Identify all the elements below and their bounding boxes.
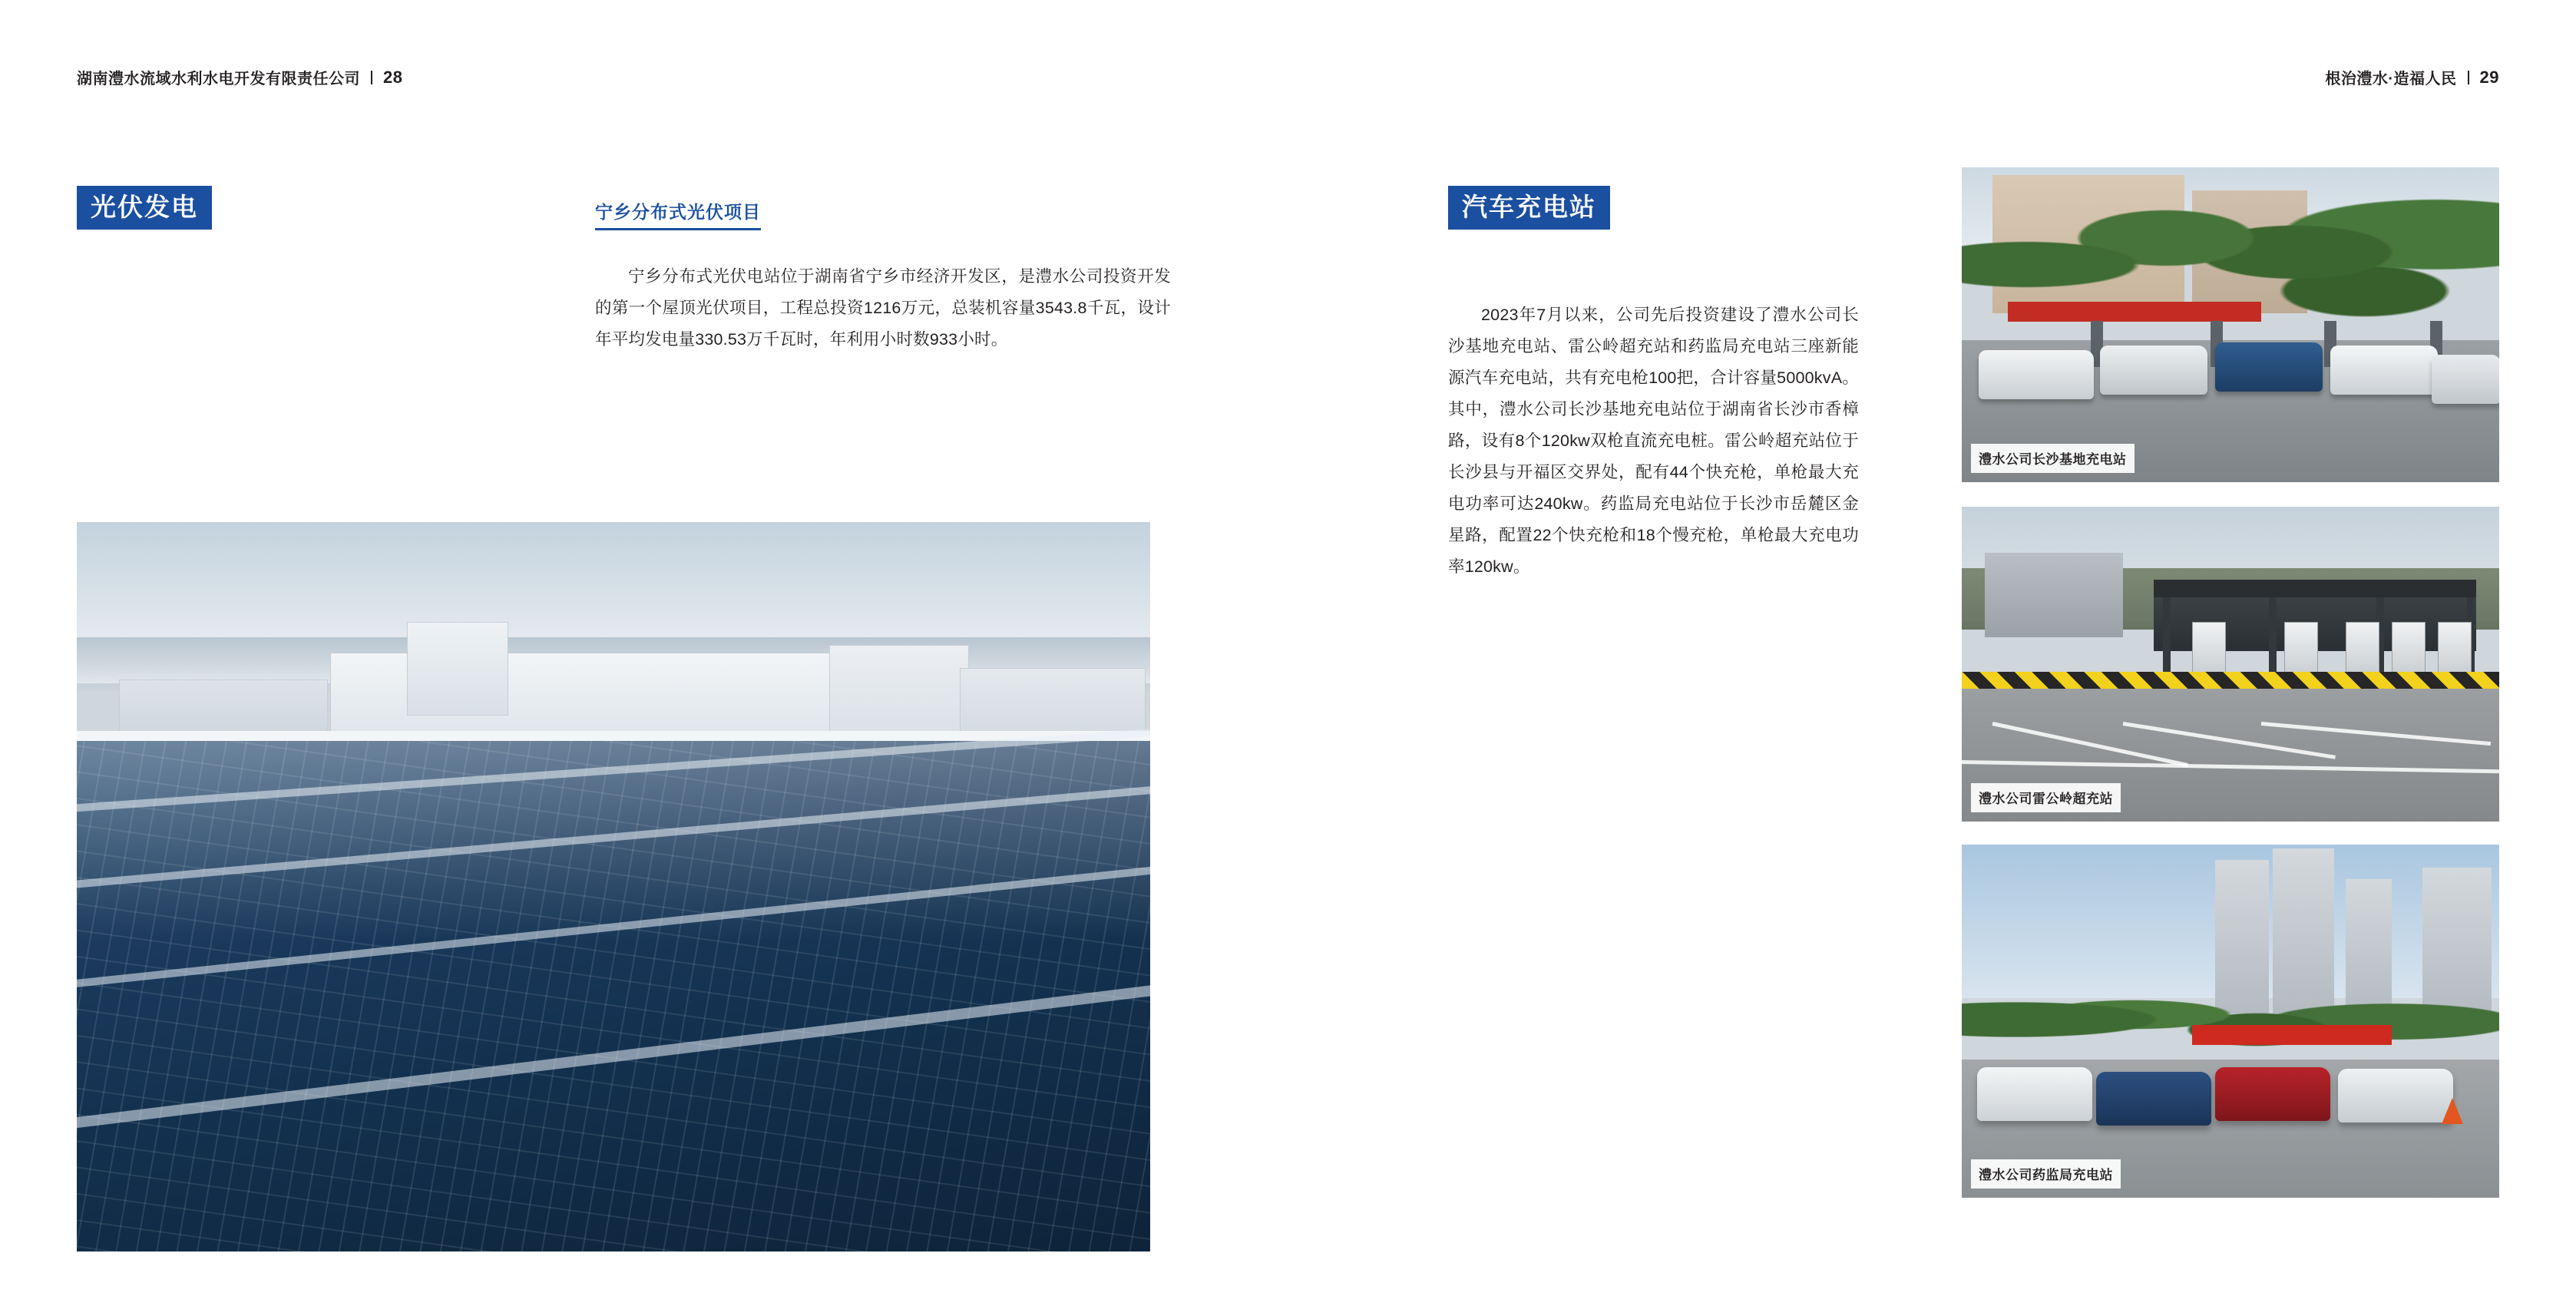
photo-leigongling-supercharging-station (1962, 507, 2499, 822)
running-head-divider (371, 71, 372, 84)
photo-building-tower (407, 622, 508, 716)
section-title-charging-station: 汽车充电站 (1448, 186, 1610, 230)
photo-caption: 澧水公司长沙基地充电站 (1971, 444, 2135, 473)
photo-traffic-cone (2442, 1098, 2463, 1124)
photo-charging-pile (2392, 622, 2426, 677)
running-head-left (77, 66, 402, 88)
running-head-right (2325, 66, 2499, 88)
photo-charging-pile (2438, 622, 2472, 677)
photo-car (2215, 342, 2323, 392)
running-head-left-text: 湖南澧水流域水利水电开发有限责任公司 (77, 71, 360, 88)
running-head-right-text: 根治澧水·造福人民 (2325, 71, 2457, 88)
photo-car (1977, 1067, 2092, 1121)
photo-car (2100, 346, 2207, 395)
body-text-photovoltaic (595, 261, 1171, 355)
photo-car (2215, 1067, 2330, 1121)
body-paragraph-left: 宁乡分布式光伏电站位于湖南省宁乡市经济开发区，是澧水公司投资开发的第一个屋顶光伏项目，工程总投资1216万元，总装机容量3543.8千瓦，设计年平均发电量330.53万千瓦时，年利用小时数933小时。 (595, 267, 1171, 349)
body-text-charging-station (1448, 299, 1859, 583)
photo-building-right (829, 645, 969, 739)
page-number-right: 29 (2479, 67, 2499, 87)
photo-charging-pile (2284, 622, 2318, 677)
photo-rooftop-solar-array (77, 522, 1150, 1251)
photo-red-banner (2008, 302, 2261, 322)
photo-charging-pile (2192, 622, 2226, 677)
photo-red-banner (2192, 1025, 2392, 1045)
photo-car (2096, 1072, 2211, 1126)
photo-canopy-post (2163, 597, 2171, 674)
body-paragraph-right: 2023年7月以来，公司先后投资建设了澧水公司长沙基地充电站、雷公岭超充站和药监局充电站三座新能源汽车充电站，共有充电枪100把，合计容量5000kvA。其中，澧水公司长沙基地充电站位于湖南省长沙市香樟路，设有8个120kw双枪直流充电桩。雷公岭超充站位于长沙县与开福区交界处，配有44个快充枪，单枪最大充电功率可达240kw。药监局充电站位于长沙市岳麓区金星路，配置22个快充枪和18个慢充枪，单枪最大充电功率120kw。 (1448, 306, 1859, 576)
photo-changsha-base-charging-station (1962, 167, 2499, 482)
photo-car (2330, 346, 2438, 395)
running-head-divider (2468, 71, 2469, 84)
photo-sun-glare (77, 741, 1150, 941)
photo-hazard-curb (1962, 672, 2499, 689)
photo-building (1985, 553, 2123, 637)
section-title-photovoltaic: 光伏发电 (77, 186, 212, 230)
photo-car (2432, 355, 2499, 404)
photo-building-left (119, 679, 328, 735)
subsection-title-ningxiang: 宁乡分布式光伏项目 (595, 198, 761, 230)
photo-car (2338, 1069, 2453, 1122)
photo-canopy-post (2269, 597, 2277, 674)
photo-car (1979, 350, 2094, 399)
photo-canopy-roof (2154, 580, 2476, 598)
page-number-left: 28 (383, 67, 403, 87)
photo-caption: 澧水公司药监局充电站 (1971, 1159, 2121, 1189)
photo-caption: 澧水公司雷公岭超充站 (1971, 783, 2121, 812)
photo-charging-pile (2346, 622, 2379, 677)
photo-drug-administration-charging-station (1962, 845, 2499, 1198)
